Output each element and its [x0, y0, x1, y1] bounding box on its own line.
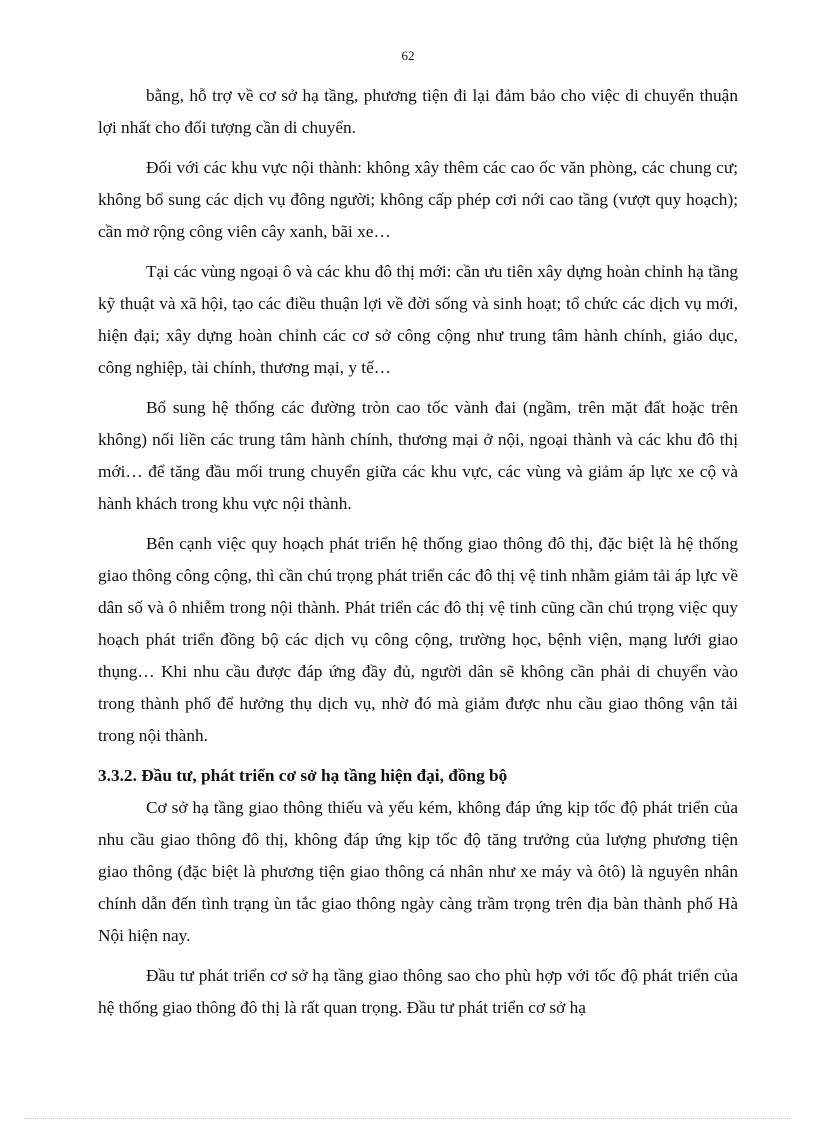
document-body	[98, 80, 738, 1032]
section-heading: 3.3.2. Đầu tư, phát triển cơ sở hạ tầng hiện đại, đồng bộ	[98, 766, 508, 785]
page-bottom-divider	[24, 1118, 792, 1119]
paragraph: bằng, hỗ trợ về cơ sở hạ tầng, phương tiện đi lại đảm bảo cho việc di chuyển thuận lợi nhất cho đối tượng cần di chuyển.	[98, 86, 738, 137]
paragraph: Đối với các khu vực nội thành: không xây thêm các cao ốc văn phòng, các chung cư; không bổ sung các dịch vụ đông người; không cấp phép cơi nới cao tầng (vượt quy hoạch); cần mở rộng công viên cây xanh, bãi xe…	[98, 158, 738, 241]
paragraph: Bên cạnh việc quy hoạch phát triển hệ thống giao thông đô thị, đặc biệt là hệ thống giao thông công cộng, thì cần chú trọng phát triển các đô thị vệ tinh nhằm giảm tải áp lực về dân số và ô nhiễm trong nội thành. Phát triển các đô thị vệ tinh cũng cần chú trọng việc quy hoạch phát triển đồng bộ các dịch vụ công cộng, trường học, bệnh viện, mạng lưới giao thụng… Khi nhu cầu được đáp ứng đầy đủ, người dân sẽ không cần phải di chuyển vào trong thành phố để hưởng thụ dịch vụ, nhờ đó mà giảm được nhu cầu giao thông vận tải trong nội thành.	[98, 534, 738, 745]
paragraph: Cơ sở hạ tầng giao thông thiếu và yếu kém, không đáp ứng kịp tốc độ phát triển của nhu cầu giao thông đô thị, không đáp ứng kịp tốc độ tăng trưởng của lượng phương tiện giao thông (đặc biệt là phương tiện giao thông cá nhân như xe máy và ôtô) là nguyên nhân chính dẫn đến tình trạng ùn tắc giao thông ngày càng trầm trọng trên địa bàn thành phố Hà Nội hiện nay.	[98, 798, 738, 945]
page-number: 62	[401, 48, 415, 63]
paragraph: Tại các vùng ngoại ô và các khu đô thị mới: cần ưu tiên xây dựng hoàn chỉnh hạ tầng kỹ thuật và xã hội, tạo các điều thuận lợi về đời sống và sinh hoạt; tổ chức các dịch vụ mới, hiện đại; xây dựng hoàn chỉnh các cơ sở công cộng như trung tâm hành chính, giáo dục, công nghiệp, tài chính, thương mại, y tế…	[98, 262, 738, 377]
paragraph: Bổ sung hệ thống các đường tròn cao tốc vành đai (ngầm, trên mặt đất hoặc trên không) nối liền các trung tâm hành chính, thương mại ở nội, ngoại thành và các khu đô thị mới… để tăng đầu mối trung chuyển giữa các khu vực, các vùng và giảm áp lực xe cộ và hành khách trong khu vực nội thành.	[98, 398, 738, 513]
paragraph: Đầu tư phát triển cơ sở hạ tầng giao thông sao cho phù hợp với tốc độ phát triển của hệ thống giao thông đô thị là rất quan trọng. Đầu tư phát triển cơ sở hạ	[98, 966, 738, 1017]
